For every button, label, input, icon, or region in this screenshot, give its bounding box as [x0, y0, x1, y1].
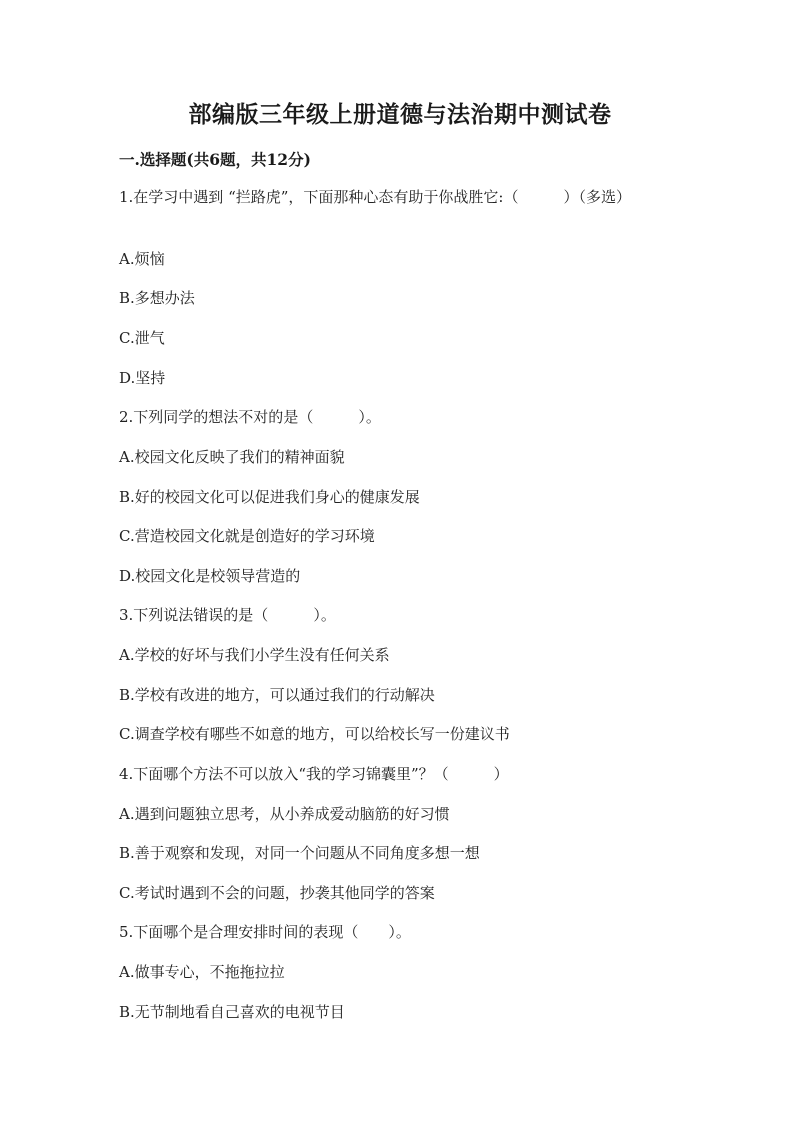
- question-5-option-a: A.做事专心，不拖拖拉拉: [119, 963, 285, 981]
- question-3-option-c: C.调查学校有哪些不如意的地方，可以给校长写一份建议书: [119, 725, 510, 743]
- question-2-option-a: A.校园文化反映了我们的精神面貌: [119, 448, 345, 466]
- question-2-stem: 2.下列同学的想法不对的是（ ）。: [119, 408, 381, 426]
- question-4-option-a: A.遇到问题独立思考，从小养成爱动脑筋的好习惯: [119, 805, 450, 823]
- question-3-option-a: A.学校的好坏与我们小学生没有任何关系: [119, 646, 390, 664]
- question-1-option-b: B.多想办法: [119, 289, 195, 307]
- question-2-option-b: B.好的校园文化可以促进我们身心的健康发展: [119, 488, 420, 506]
- question-3-stem: 3.下列说法错误的是（ ）。: [119, 606, 336, 624]
- question-1-option-c: C.泄气: [119, 329, 165, 347]
- section-heading: 一.选择题(共6题，共12分): [119, 150, 311, 169]
- question-4-option-c: C.考试时遇到不会的问题，抄袭其他同学的答案: [119, 884, 435, 902]
- question-1-option-a: A.烦恼: [119, 250, 165, 268]
- question-4-stem: 4.下面哪个方法不可以放入“我的学习锦囊里”？（ ）: [119, 765, 509, 783]
- question-2-option-c: C.营造校园文化就是创造好的学习环境: [119, 527, 375, 545]
- question-3-option-b: B.学校有改进的地方，可以通过我们的行动解决: [119, 686, 435, 704]
- question-2-option-d: D.校园文化是校领导营造的: [119, 567, 301, 585]
- page-title: 部编版三年级上册道德与法治期中测试卷: [188, 101, 612, 128]
- question-5-option-b: B.无节制地看自己喜欢的电视节目: [119, 1003, 345, 1021]
- question-4-option-b: B.善于观察和发现，对同一个问题从不同角度多想一想: [119, 844, 480, 862]
- question-1-option-d: D.坚持: [119, 369, 166, 387]
- question-5-stem: 5.下面哪个是合理安排时间的表现（ ）。: [119, 923, 411, 941]
- question-1-stem: 1.在学习中遇到 “拦路虎”，下面那种心态有助于你战胜它:（ ）（多选）: [119, 188, 631, 206]
